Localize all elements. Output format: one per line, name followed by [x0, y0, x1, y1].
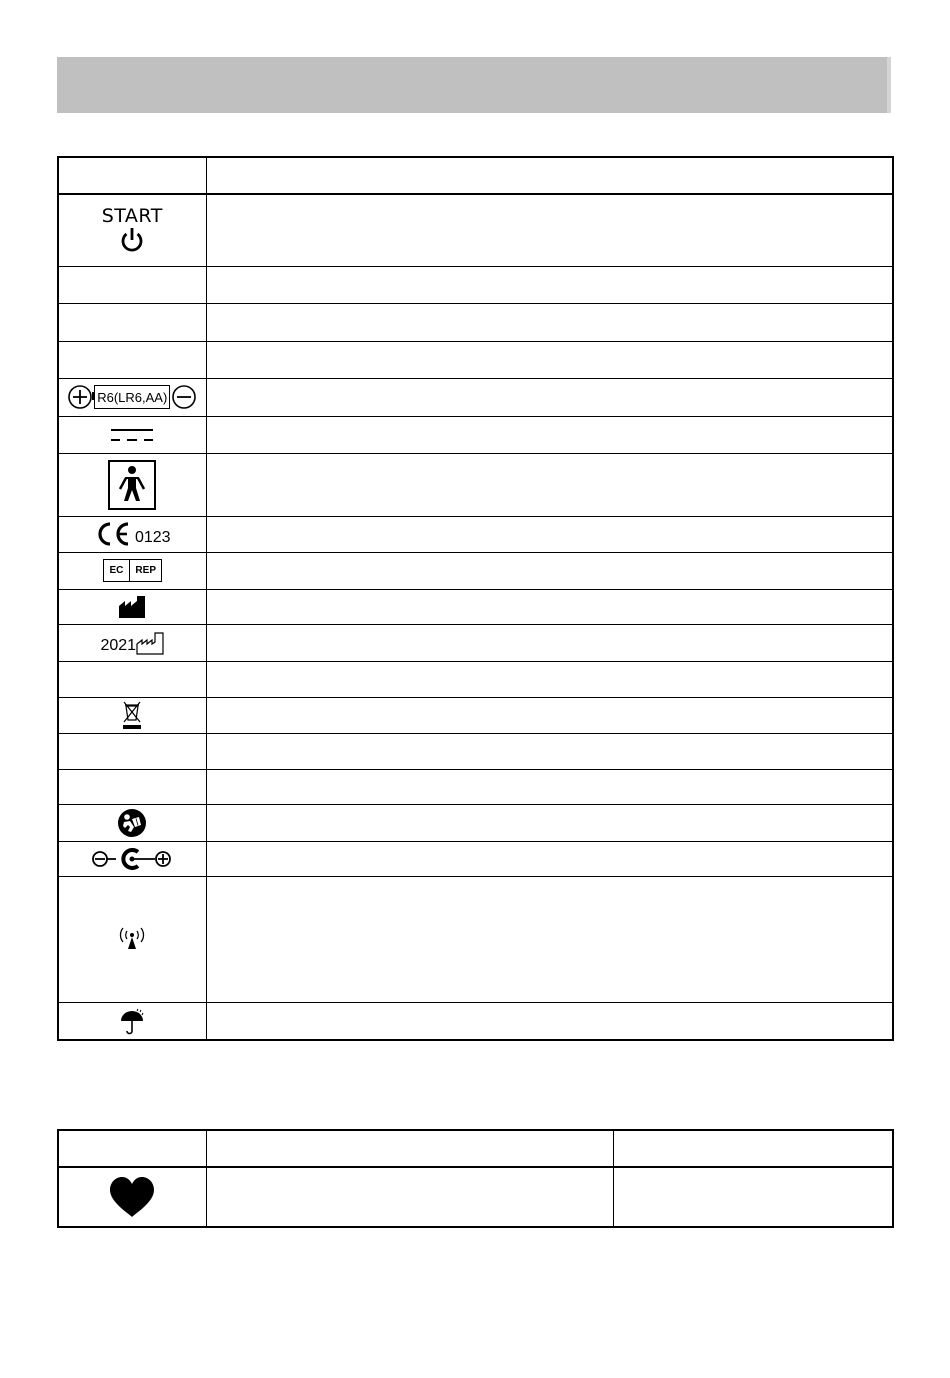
table-header-row: [58, 157, 893, 194]
row-description: [206, 804, 893, 841]
dc-polarity-icon: [59, 848, 206, 870]
non-ionizing-radiation-icon: [59, 927, 206, 951]
row-description: [206, 1167, 613, 1227]
start-label: START: [101, 205, 163, 228]
table-row: [58, 341, 893, 378]
direct-current-icon: [59, 426, 206, 444]
header-symbol: [58, 157, 206, 194]
row-description: [206, 266, 893, 303]
table-row: [58, 1167, 893, 1227]
ce-mark-icon: [59, 521, 206, 547]
table-row: [58, 624, 893, 661]
table-header-row: [58, 1130, 893, 1167]
row-description: [206, 624, 893, 661]
symbols-table: [57, 156, 894, 1041]
table-row: [58, 552, 893, 589]
header-description: [206, 157, 893, 194]
table-row: [58, 697, 893, 733]
ec-rep-icon: EC REP: [59, 559, 206, 582]
row-description: [206, 697, 893, 733]
row-description: [206, 303, 893, 341]
table-row: [58, 453, 893, 516]
row-description: [206, 341, 893, 378]
table-row: [58, 378, 893, 416]
row-extra: [613, 1167, 893, 1227]
indicator-table: [57, 1129, 894, 1228]
header-symbol: [58, 1130, 206, 1167]
header-description: [206, 1130, 613, 1167]
keep-dry-icon: [59, 1007, 206, 1035]
table-row: [58, 841, 893, 876]
header-extra: [613, 1130, 893, 1167]
table-row: [58, 661, 893, 697]
row-description: [206, 194, 893, 266]
row-description: [206, 876, 893, 1002]
manufacturer-icon: [59, 595, 206, 619]
follow-instructions-icon: [59, 808, 206, 838]
table-row: [58, 303, 893, 341]
table-row: [58, 589, 893, 624]
type-bf-applied-part-icon: [59, 460, 206, 510]
table-row: [58, 769, 893, 804]
row-description: [206, 661, 893, 697]
row-description: [206, 841, 893, 876]
row-description: [206, 733, 893, 769]
heart-icon: [59, 1176, 206, 1218]
battery-polarity-icon: [59, 384, 206, 410]
row-description: [206, 589, 893, 624]
table-row: [58, 266, 893, 303]
row-description: [206, 453, 893, 516]
notified-body-number: 0123: [134, 529, 171, 546]
date-of-manufacture-icon: [59, 631, 206, 655]
row-description: [206, 416, 893, 453]
table-row: [58, 1002, 893, 1040]
row-description: [206, 552, 893, 589]
row-description: [206, 516, 893, 552]
table-row: [58, 416, 893, 453]
table-row: [58, 194, 893, 266]
table-row: [58, 876, 893, 1002]
battery-type-label: R6(LR6,AA): [97, 389, 168, 405]
manufacture-year: 2021: [100, 636, 137, 654]
table-row: [58, 516, 893, 552]
weee-bin-icon: [59, 700, 206, 730]
power-start-icon: [59, 206, 206, 254]
row-description: [206, 378, 893, 416]
table-row: [58, 733, 893, 769]
row-description: [206, 769, 893, 804]
row-description: [206, 1002, 893, 1040]
table-row: [58, 804, 893, 841]
section-title-bar: [57, 57, 891, 113]
